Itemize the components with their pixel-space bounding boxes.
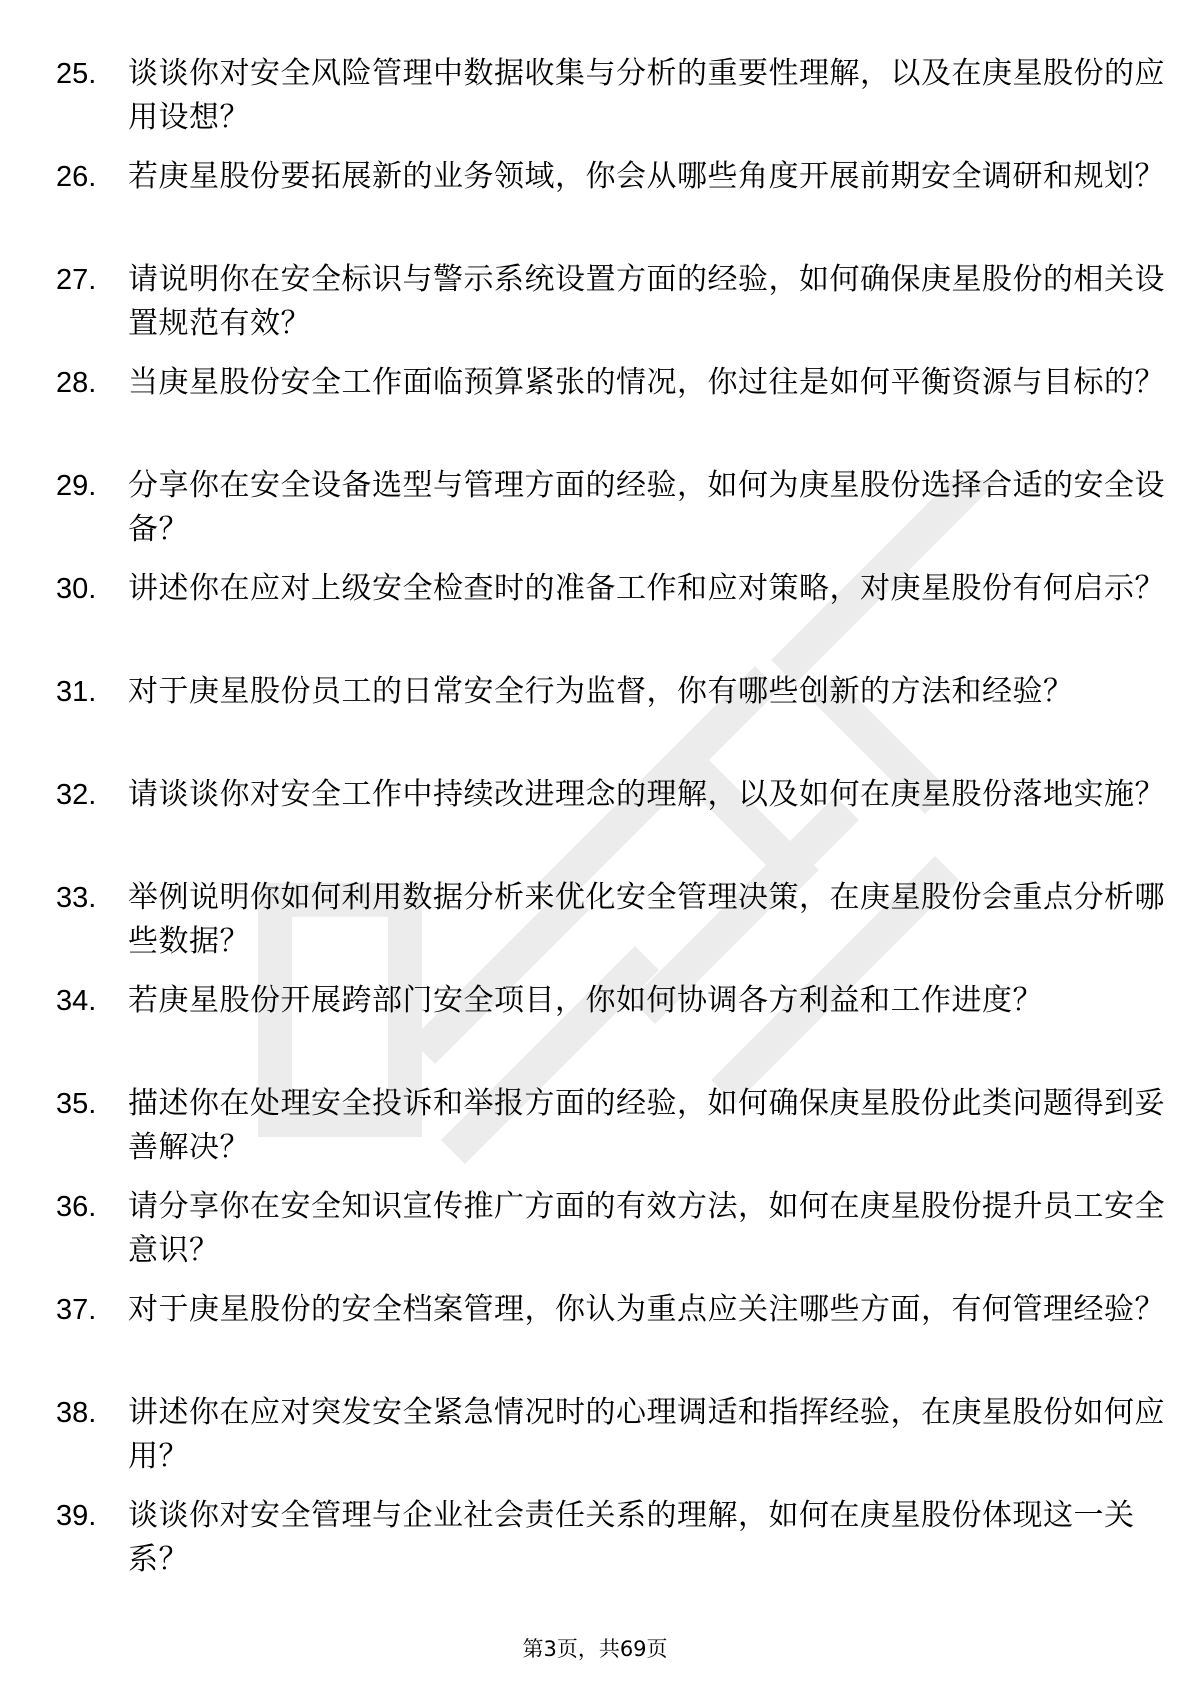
question-number: 37. [56, 1294, 97, 1326]
list-item [56, 1185, 1165, 1288]
list-item [56, 155, 1165, 258]
question-number: 27. [56, 264, 97, 296]
list-item [56, 773, 1165, 876]
list-item [56, 876, 1165, 979]
question-number: 35. [56, 1088, 97, 1120]
question-text: 请分享你在安全知识宣传推广方面的有效方法，如何在庚星股份提升员工安全意识？ [128, 1189, 1165, 1268]
question-number: 39. [56, 1500, 97, 1532]
list-item [56, 1082, 1165, 1185]
question-text: 描述你在处理安全投诉和举报方面的经验，如何确保庚星股份此类问题得到妥善解决？ [128, 1086, 1165, 1165]
question-number: 38. [56, 1397, 97, 1429]
question-number: 32. [56, 779, 97, 811]
list-item [56, 979, 1136, 1082]
question-number: 26. [56, 161, 97, 193]
list-item [56, 258, 1165, 361]
list-item [56, 1494, 1136, 1597]
question-text: 若庚星股份开展跨部门安全项目，你如何协调各方利益和工作进度？ [128, 983, 1043, 1018]
list-item [56, 567, 1165, 670]
question-text: 讲述你在应对上级安全检查时的准备工作和应对策略，对庚星股份有何启示？ [128, 571, 1165, 606]
question-number: 29. [56, 470, 97, 502]
question-text: 对于庚星股份的安全档案管理，你认为重点应关注哪些方面，有何管理经验？ [128, 1292, 1165, 1327]
list-item [56, 464, 1165, 567]
question-list [56, 52, 1165, 1597]
question-number: 31. [56, 676, 97, 708]
question-text: 举例说明你如何利用数据分析来优化安全管理决策，在庚星股份会重点分析哪些数据？ [128, 880, 1165, 959]
list-item [56, 361, 1165, 464]
question-number: 34. [56, 985, 97, 1017]
question-text: 对于庚星股份员工的日常安全行为监督，你有哪些创新的方法和经验？ [128, 674, 1074, 709]
question-text: 请谈谈你对安全工作中持续改进理念的理解，以及如何在庚星股份落地实施？ [128, 777, 1165, 812]
list-item [56, 1288, 1165, 1391]
list-item [56, 1391, 1165, 1494]
question-text: 谈谈你对安全风险管理中数据收集与分析的重要性理解，以及在庚星股份的应用设想？ [128, 56, 1165, 135]
page-footer: 第3页，共69页 [522, 1637, 668, 1661]
question-text: 分享你在安全设备选型与管理方面的经验，如何为庚星股份选择合适的安全设备？ [128, 468, 1165, 547]
question-number: 30. [56, 573, 97, 605]
list-item [56, 670, 1136, 773]
question-text: 讲述你在应对突发安全紧急情况时的心理调适和指挥经验，在庚星股份如何应用？ [128, 1395, 1165, 1474]
question-text: 若庚星股份要拓展新的业务领域，你会从哪些角度开展前期安全调研和规划？ [128, 159, 1165, 194]
question-number: 36. [56, 1191, 97, 1223]
question-text: 请说明你在安全标识与警示系统设置方面的经验，如何确保庚星股份的相关设置规范有效？ [128, 262, 1165, 341]
question-number: 33. [56, 882, 97, 914]
question-number: 25. [56, 58, 97, 90]
list-item [56, 52, 1165, 155]
question-number: 28. [56, 367, 97, 399]
question-text: 当庚星股份安全工作面临预算紧张的情况，你过往是如何平衡资源与目标的？ [128, 365, 1165, 400]
question-text: 谈谈你对安全管理与企业社会责任关系的理解，如何在庚星股份体现这一关系？ [128, 1498, 1135, 1577]
